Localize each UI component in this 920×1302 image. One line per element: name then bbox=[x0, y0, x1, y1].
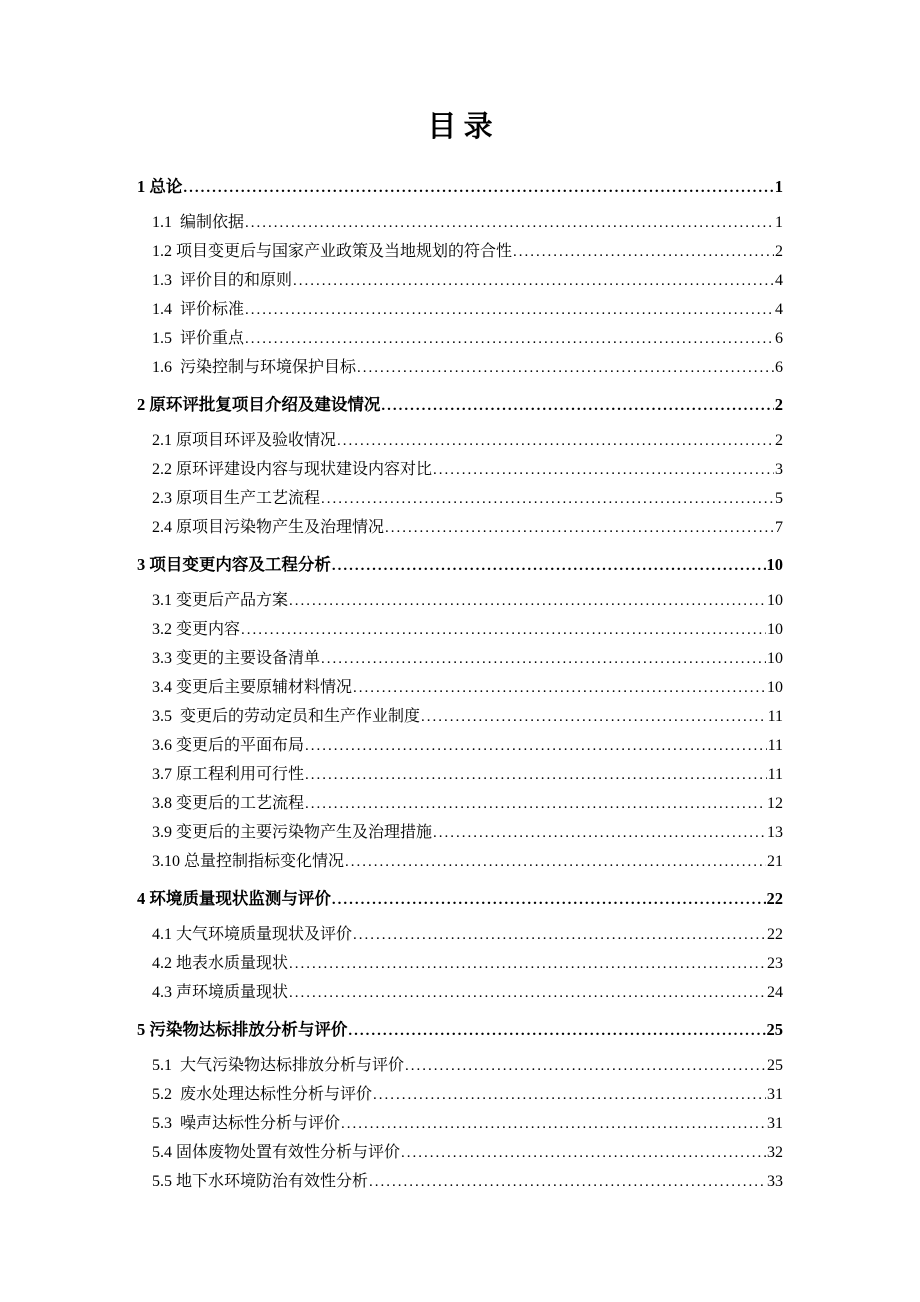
dot-leader-icon bbox=[373, 1080, 766, 1109]
toc-entry[interactable] bbox=[137, 789, 783, 818]
toc-entry[interactable] bbox=[137, 644, 783, 673]
toc-entry[interactable] bbox=[137, 1138, 783, 1167]
toc-entry[interactable] bbox=[137, 324, 783, 353]
dot-leader-icon bbox=[357, 353, 774, 382]
toc-entry[interactable] bbox=[137, 731, 783, 760]
dot-leader-icon bbox=[245, 208, 774, 237]
dot-leader-icon bbox=[332, 550, 766, 579]
toc-entry-label[interactable]: 3.6 变更后的平面布局 bbox=[152, 737, 305, 754]
toc-entry-page[interactable]: 11 bbox=[767, 737, 783, 754]
toc-entry-page[interactable]: 25 bbox=[767, 1057, 783, 1074]
toc-entry-page[interactable]: 22 bbox=[767, 926, 783, 943]
toc-entry-page[interactable]: 6 bbox=[775, 330, 783, 347]
toc-entry[interactable] bbox=[137, 266, 783, 295]
dot-leader-icon bbox=[305, 789, 766, 818]
dot-leader-icon bbox=[513, 237, 774, 266]
toc-entry-label[interactable]: 3.5 变更后的劳动定员和生产作业制度 bbox=[152, 708, 421, 725]
dot-leader-icon bbox=[245, 324, 774, 353]
toc-entry-label[interactable]: 2.2 原环评建设内容与现状建设内容对比 bbox=[152, 461, 433, 478]
toc-entry-label[interactable]: 3.1 变更后产品方案 bbox=[152, 592, 289, 609]
toc-entry-page[interactable]: 31 bbox=[767, 1115, 783, 1132]
toc-entry-label[interactable]: 5.4 固体废物处置有效性分析与评价 bbox=[152, 1144, 401, 1161]
toc-entry[interactable] bbox=[137, 295, 783, 324]
dot-leader-icon bbox=[381, 390, 773, 419]
toc-entry-page[interactable]: 10 bbox=[767, 592, 783, 609]
dot-leader-icon bbox=[183, 172, 773, 201]
toc-list bbox=[137, 172, 783, 1196]
toc-entry[interactable] bbox=[137, 615, 783, 644]
toc-entry[interactable] bbox=[137, 818, 783, 847]
dot-leader-icon bbox=[348, 1015, 765, 1044]
toc-entry-label[interactable]: 1 总论 bbox=[137, 177, 183, 196]
toc-entry-label[interactable]: 2 原环评批复项目介绍及建设情况 bbox=[137, 395, 381, 414]
toc-entry[interactable] bbox=[137, 550, 783, 579]
toc-entry-label[interactable]: 5.5 地下水环境防治有效性分析 bbox=[152, 1173, 369, 1190]
toc-entry-page[interactable]: 10 bbox=[767, 679, 783, 696]
toc-entry-page[interactable]: 2 bbox=[775, 432, 783, 449]
toc-entry-label[interactable]: 1.2 项目变更后与国家产业政策及当地规划的符合性 bbox=[152, 243, 513, 260]
toc-entry[interactable] bbox=[137, 884, 783, 913]
toc-entry[interactable] bbox=[137, 455, 783, 484]
toc-entry-label[interactable]: 3.10 总量控制指标变化情况 bbox=[152, 853, 345, 870]
toc-entry-label[interactable]: 3.2 变更内容 bbox=[152, 621, 241, 638]
toc-entry[interactable] bbox=[137, 208, 783, 237]
toc-entry-label[interactable]: 4.2 地表水质量现状 bbox=[152, 955, 289, 972]
toc-entry[interactable] bbox=[137, 586, 783, 615]
toc-entry-label[interactable]: 5 污染物达标排放分析与评价 bbox=[137, 1020, 348, 1039]
toc-entry[interactable] bbox=[137, 760, 783, 789]
toc-entry-label[interactable]: 3 项目变更内容及工程分析 bbox=[137, 555, 331, 574]
toc-entry-label[interactable]: 1.4 评价标准 bbox=[152, 301, 245, 318]
toc-entry[interactable] bbox=[137, 920, 783, 949]
toc-entry-label[interactable]: 3.8 变更后的工艺流程 bbox=[152, 795, 305, 812]
toc-entry-page[interactable]: 21 bbox=[767, 853, 783, 870]
toc-entry-page[interactable]: 11 bbox=[767, 708, 783, 725]
dot-leader-icon bbox=[305, 760, 767, 789]
dot-leader-icon bbox=[321, 484, 774, 513]
toc-entry-page[interactable]: 22 bbox=[766, 889, 783, 908]
toc-entry[interactable] bbox=[137, 702, 783, 731]
toc-entry-page[interactable]: 3 bbox=[775, 461, 783, 478]
dot-leader-icon bbox=[241, 615, 766, 644]
dot-leader-icon bbox=[245, 295, 774, 324]
dot-leader-icon bbox=[332, 884, 766, 913]
toc-entry-page[interactable]: 10 bbox=[766, 555, 783, 574]
toc-entry-page[interactable]: 12 bbox=[767, 795, 783, 812]
toc-entry-page[interactable]: 2 bbox=[775, 243, 783, 260]
toc-entry-label[interactable]: 1.3 评价目的和原则 bbox=[152, 272, 293, 289]
toc-entry[interactable] bbox=[137, 353, 783, 382]
toc-entry-page[interactable]: 2 bbox=[774, 395, 783, 414]
toc-entry[interactable] bbox=[137, 390, 783, 419]
dot-leader-icon bbox=[341, 1109, 766, 1138]
dot-leader-icon bbox=[405, 1051, 766, 1080]
dot-leader-icon bbox=[289, 978, 766, 1007]
dot-leader-icon bbox=[337, 426, 774, 455]
toc-entry[interactable] bbox=[137, 237, 783, 266]
toc-entry-page[interactable]: 6 bbox=[775, 359, 783, 376]
toc-entry[interactable] bbox=[137, 673, 783, 702]
toc-entry-label[interactable]: 5.1 大气污染物达标排放分析与评价 bbox=[152, 1057, 405, 1074]
toc-entry-label[interactable]: 3.3 变更的主要设备清单 bbox=[152, 650, 321, 667]
toc-entry-label[interactable]: 2.1 原项目环评及验收情况 bbox=[152, 432, 337, 449]
toc-entry[interactable] bbox=[137, 978, 783, 1007]
dot-leader-icon bbox=[305, 731, 767, 760]
toc-entry-page[interactable]: 4 bbox=[775, 272, 783, 289]
toc-entry[interactable] bbox=[137, 172, 783, 201]
toc-entry-label[interactable]: 3.7 原工程利用可行性 bbox=[152, 766, 305, 783]
toc-entry-page[interactable]: 1 bbox=[774, 177, 783, 196]
toc-entry-label[interactable]: 1.6 污染控制与环境保护目标 bbox=[152, 359, 357, 376]
toc-entry[interactable] bbox=[137, 484, 783, 513]
toc-entry-label[interactable]: 3.4 变更后主要原辅材料情况 bbox=[152, 679, 353, 696]
toc-entry[interactable] bbox=[137, 1080, 783, 1109]
toc-entry-label[interactable]: 2.3 原项目生产工艺流程 bbox=[152, 490, 321, 507]
toc-entry-page[interactable]: 32 bbox=[767, 1144, 783, 1161]
toc-entry-label[interactable]: 3.9 变更后的主要污染物产生及治理措施 bbox=[152, 824, 433, 841]
dot-leader-icon bbox=[385, 513, 774, 542]
toc-entry-label[interactable]: 4 环境质量现状监测与评价 bbox=[137, 889, 331, 908]
toc-entry-page[interactable]: 11 bbox=[767, 766, 783, 783]
toc-entry-label[interactable]: 1.5 评价重点 bbox=[152, 330, 245, 347]
toc-entry-label[interactable]: 5.3 噪声达标性分析与评价 bbox=[152, 1115, 341, 1132]
toc-entry-page[interactable]: 10 bbox=[767, 650, 783, 667]
toc-entry[interactable] bbox=[137, 1015, 783, 1044]
toc-entry-page[interactable]: 4 bbox=[775, 301, 783, 318]
dot-leader-icon bbox=[293, 266, 774, 295]
dot-leader-icon bbox=[345, 847, 766, 876]
toc-entry[interactable] bbox=[137, 847, 783, 876]
toc-entry[interactable] bbox=[137, 1051, 783, 1080]
dot-leader-icon bbox=[321, 644, 766, 673]
dot-leader-icon bbox=[289, 949, 766, 978]
toc-entry-label[interactable]: 4.3 声环境质量现状 bbox=[152, 984, 289, 1001]
toc-entry[interactable] bbox=[137, 1109, 783, 1138]
toc-entry-page[interactable]: 23 bbox=[767, 955, 783, 972]
toc-entry-page[interactable]: 25 bbox=[766, 1020, 783, 1039]
dot-leader-icon bbox=[369, 1167, 766, 1196]
toc-entry[interactable] bbox=[137, 949, 783, 978]
toc-entry-page[interactable]: 24 bbox=[767, 984, 783, 1001]
dot-leader-icon bbox=[433, 455, 774, 484]
dot-leader-icon bbox=[401, 1138, 766, 1167]
toc-entry-page[interactable]: 7 bbox=[775, 519, 783, 536]
dot-leader-icon bbox=[421, 702, 767, 731]
dot-leader-icon bbox=[353, 673, 766, 702]
toc-entry[interactable] bbox=[137, 1167, 783, 1196]
toc-entry-page[interactable]: 33 bbox=[767, 1173, 783, 1190]
toc-entry-label[interactable]: 4.1 大气环境质量现状及评价 bbox=[152, 926, 353, 943]
dot-leader-icon bbox=[289, 586, 766, 615]
dot-leader-icon bbox=[353, 920, 766, 949]
toc-entry-page[interactable]: 31 bbox=[767, 1086, 783, 1103]
toc-entry-label[interactable]: 5.2 废水处理达标性分析与评价 bbox=[152, 1086, 373, 1103]
toc-entry[interactable] bbox=[137, 426, 783, 455]
toc-entry-page[interactable]: 10 bbox=[767, 621, 783, 638]
toc-entry-page[interactable]: 5 bbox=[775, 490, 783, 507]
toc-entry-page[interactable]: 1 bbox=[775, 214, 783, 231]
toc-entry-page[interactable]: 13 bbox=[767, 824, 783, 841]
toc-entry-label[interactable]: 1.1 编制依据 bbox=[152, 214, 245, 231]
toc-title: 目 录 bbox=[427, 111, 493, 143]
toc-entry-label[interactable]: 2.4 原项目污染物产生及治理情况 bbox=[152, 519, 385, 536]
dot-leader-icon bbox=[433, 818, 766, 847]
toc-entry[interactable] bbox=[137, 513, 783, 542]
